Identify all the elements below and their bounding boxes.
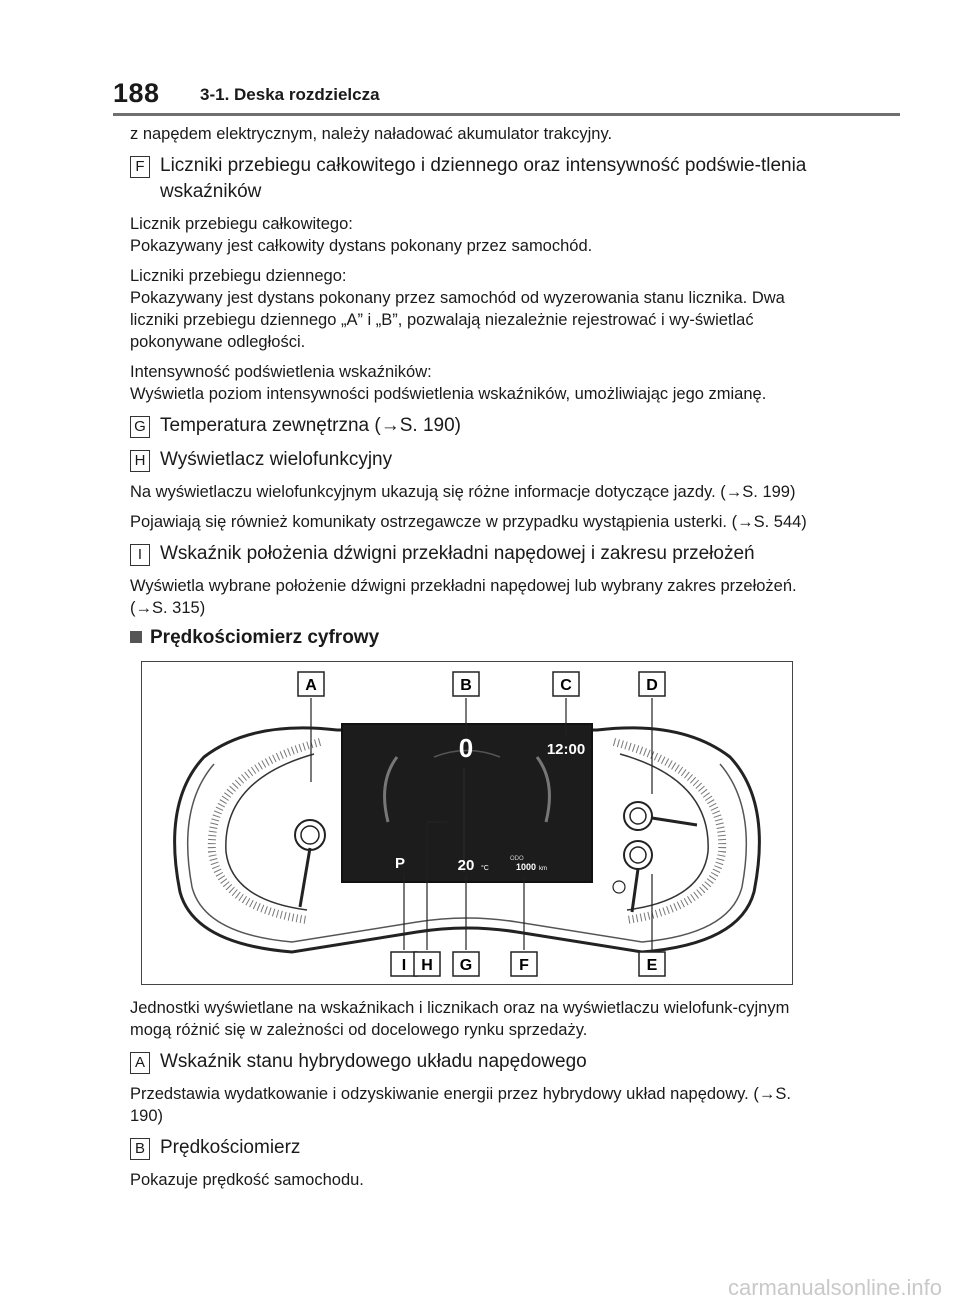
callout-b: B [460,677,472,694]
callout-e: E [646,957,658,974]
callout-d: D [646,677,658,694]
callout-g: G [459,957,473,974]
item-i-title: Wskaźnik położenia dźwigni przekładni napędowej i zakresu przełożeń [160,543,755,564]
item-b-heading [130,1135,810,1161]
callout-c: C [560,677,572,694]
odo-unit: km [539,866,547,872]
item-a-para: Przedstawia wydatkowanie i odzyskiwanie energii przez hybrydowy układ napędowy. (→S. 190) [130,1085,791,1125]
callout-i: I [401,957,407,974]
callout-h: H [421,957,433,974]
item-i-para: Wyświetla wybrane położenie dźwigni przekładni napędowej lub wybrany zakres przełożeń. (→S. 315) [130,577,797,617]
item-h-heading [130,447,810,473]
item-f-heading [130,153,810,205]
section-title: 3-1. Deska rozdzielcza [200,85,380,104]
subsection-heading [130,627,810,649]
item-f-para-3: Intensywność podświetlenia wskaźników: Wyświetla poziom intensywności podświetlenia wskaźników, umożliwiając jego zmianę. [130,363,767,403]
item-i-heading [130,541,810,567]
item-b-para: Pokazuje prędkość samochodu. [130,1171,364,1189]
callout-a: A [305,677,317,694]
item-b-tag: B [130,1138,150,1160]
watermark-logo: carmanualsonline.info [727,1275,942,1300]
page-number: 188 [113,78,160,108]
item-g-tag: G [130,416,150,438]
odo-value: 1000 [516,862,537,872]
item-f-para-2: Liczniki przebiegu dziennego: Pokazywany jest dystans pokonany przez samochód od wyzerowania stanu licznika. Dwa liczniki przebiegu dziennego „A” i „B”, pozwalają niezależnie rejestrować i wy-świetlać pokonywane odległości. [130,267,785,351]
item-i-tag: I [130,544,150,566]
item-h-tag: H [130,450,150,472]
odo-label: ODO [510,856,524,862]
temp-unit: °C [481,865,489,872]
item-a-tag: A [130,1052,150,1074]
square-bullet-icon [130,631,142,643]
item-f-title: Liczniki przebiegu całkowitego i dziennego oraz intensywność podświe-tlenia wskaźników [160,155,807,202]
units-note: Jednostki wyświetlane na wskaźnikach i licznikach oraz na wyświetlaczu wielofunk-cyjnym mogą różnić się w zależności od docelowego rynku sprzedaży. [130,999,790,1039]
item-g-title: Temperatura zewnętrzna (→S. 190) [160,415,461,436]
item-b-title: Prędkościomierz [160,1137,301,1158]
speed-readout: 0 [458,733,474,763]
item-a-heading [130,1049,810,1075]
callout-f: F [519,957,529,974]
clock-readout: 12:00 [546,741,586,758]
gear-readout: P [394,855,406,872]
instrument-cluster-figure [141,661,793,985]
item-a-title: Wskaźnik stanu hybrydowego układu napędowego [160,1051,587,1072]
item-h-para-1: Na wyświetlaczu wielofunkcyjnym ukazują się różne informacje dotyczące jazdy. (→S. 199) [130,483,796,501]
item-h-title: Wyświetlacz wielofunkcyjny [160,449,393,470]
temp-readout: 20 [457,857,475,874]
intro-text: z napędem elektrycznym, należy naładować akumulator trakcyjny. [130,125,613,143]
item-h-para-2: Pojawiają się również komunikaty ostrzegawcze w przypadku wystąpienia usterki. (→S. 544) [130,513,807,531]
cluster-illustration [142,662,792,984]
page-content [130,123,810,1199]
item-f-para-1: Licznik przebiegu całkowitego: Pokazywany jest całkowity dystans pokonany przez samochód. [130,215,593,255]
item-g-heading [130,413,810,439]
subsection-title: Prędkościomierz cyfrowy [150,627,380,648]
header-rule [113,113,900,116]
item-f-tag: F [130,156,150,178]
